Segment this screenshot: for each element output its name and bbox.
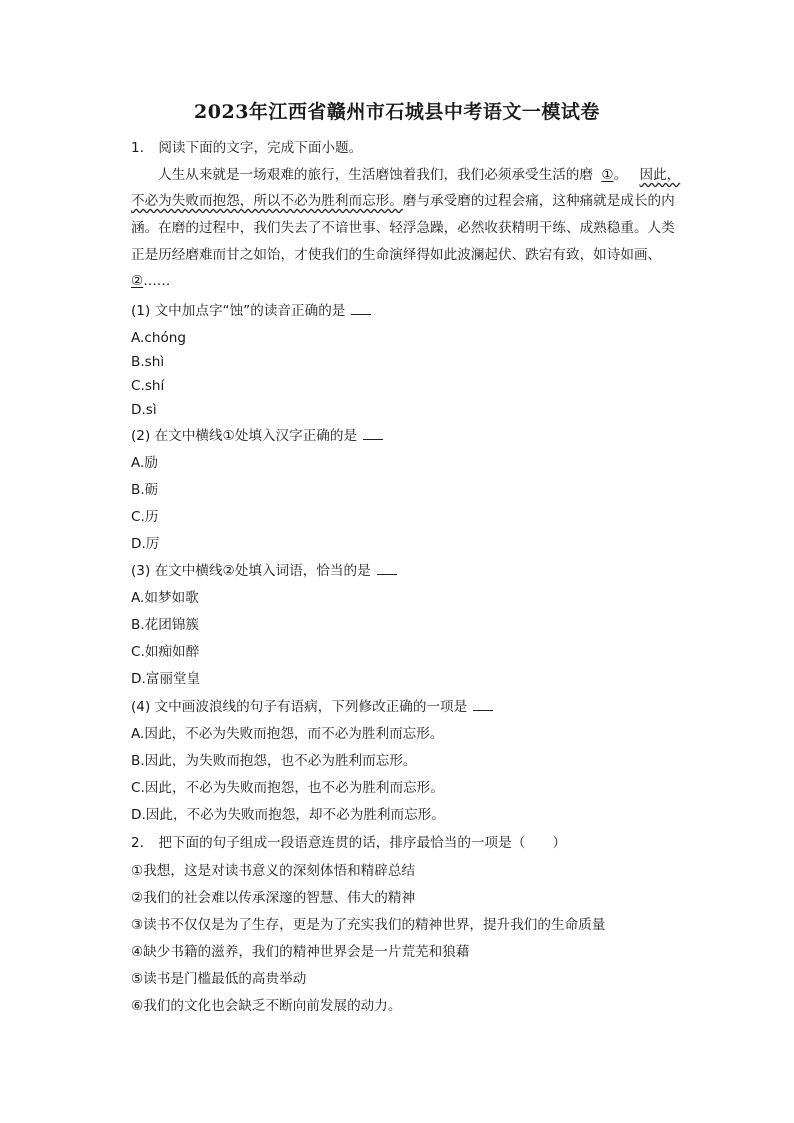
passage-text: 人生从来就是一场艰难的旅行，生活磨蚀着我们，我们必须承受生活的磨: [158, 167, 593, 183]
question-2-item-6: ⑥我们的文化也会缺乏不断向前发展的动力。: [131, 998, 402, 1014]
passage-line-2: [131, 192, 675, 210]
subquestion-1-option-c: C.shí: [131, 378, 165, 394]
subquestion-2-option-b: B.砺: [131, 482, 159, 498]
subquestion-4-stem: (4) 文中画波浪线的句子有语病，下列修改正确的一项是: [131, 699, 468, 715]
subquestion-1-option-b: B.shì: [131, 354, 165, 370]
question-1-header: [131, 139, 362, 157]
wavy-sentence-part-2: 不必为失败而抱怨，所以不必为胜利而忘形。: [131, 193, 403, 209]
blank-1-marker: ①: [601, 167, 614, 183]
passage-line-3: 涵。在磨的过程中，我们失去了不谙世事、轻浮急躁，必然收获精明干练、成熟稳重。人类: [131, 220, 675, 236]
subquestion-4: [131, 698, 493, 716]
question-2-item-1: ①我想，这是对读书意义的深刻体悟和精辟总结: [131, 863, 416, 879]
question-2-header: [131, 834, 566, 852]
answer-blank: [363, 427, 383, 440]
passage-line-4: 正是历经磨难而甘之如饴，才使我们的生命演绎得如此波澜起伏、跌宕有致，如诗如画、: [131, 247, 662, 263]
passage-text: ……: [143, 273, 171, 289]
question-2-stem: 把下面的句子组成一段语意连贯的话，排序最恰当的一项是（ ）: [158, 835, 567, 851]
answer-blank: [377, 562, 397, 575]
passage-line-5: [131, 272, 170, 290]
subquestion-2-stem: (2) 在文中横线①处填入汉字正确的是: [131, 428, 358, 444]
subquestion-2-option-a: A.励: [131, 455, 158, 471]
subquestion-4-option-b: B.因此，为失败而抱怨，也不必为胜利而忘形。: [131, 753, 417, 769]
subquestion-3: [131, 562, 397, 580]
subquestion-3-stem: (3) 在文中横线②处填入词语，恰当的是: [131, 563, 371, 579]
subquestion-3-option-b: B.花团锦簇: [131, 617, 200, 633]
subquestion-1-option-a: A.chóng: [131, 330, 187, 346]
subquestion-2: [131, 427, 383, 445]
wavy-sentence-part-1: 因此，: [639, 167, 681, 183]
subquestion-3-option-d: D.富丽堂皇: [131, 671, 201, 687]
question-1-number: 1.: [131, 140, 144, 156]
subquestion-1: [131, 302, 371, 320]
question-1-prompt: 阅读下面的文字，完成下面小题。: [158, 140, 363, 156]
question-2-item-3: ③读书不仅仅是为了生存，更是为了充实我们的精神世界，提升我们的生命质量: [131, 917, 606, 933]
subquestion-4-option-a: A.因此，不必为失败而抱怨，而不必为胜利而忘形。: [131, 726, 444, 742]
blank-2-marker: ②: [131, 273, 144, 289]
question-2-item-5: ⑤读书是门槛最低的高贵举动: [131, 971, 307, 987]
passage-line-1: [158, 166, 680, 184]
subquestion-2-option-c: C.历: [131, 509, 159, 525]
question-2-number: 2.: [131, 835, 144, 851]
subquestion-3-option-c: C.如痴如醉: [131, 644, 200, 660]
page-title: 2023年江西省赣州市石城县中考语文一模试卷: [194, 101, 600, 123]
passage-text: 磨与承受磨的过程会痛，这种痛就是成长的内: [402, 193, 675, 209]
subquestion-3-option-a: A.如梦如歌: [131, 590, 199, 606]
answer-blank: [351, 302, 371, 315]
subquestion-1-stem: (1) 文中加点字“蚀”的读音正确的是: [131, 303, 346, 319]
subquestion-4-option-c: C.因此，不必为失败而抱怨，也不必为胜利而忘形。: [131, 780, 444, 796]
subquestion-1-option-d: D.sì: [131, 402, 157, 418]
question-2-item-2: ②我们的社会难以传承深邃的智慧、伟大的精神: [131, 890, 416, 906]
subquestion-2-option-d: D.厉: [131, 536, 160, 552]
subquestion-4-option-d: D.因此，不必为失败而抱怨，却不必为胜利而忘形。: [131, 807, 445, 823]
question-2-item-4: ④缺少书籍的滋养，我们的精神世界会是一片荒芜和狼藉: [131, 944, 470, 960]
passage-text: 。: [613, 167, 628, 183]
answer-blank: [473, 698, 493, 711]
